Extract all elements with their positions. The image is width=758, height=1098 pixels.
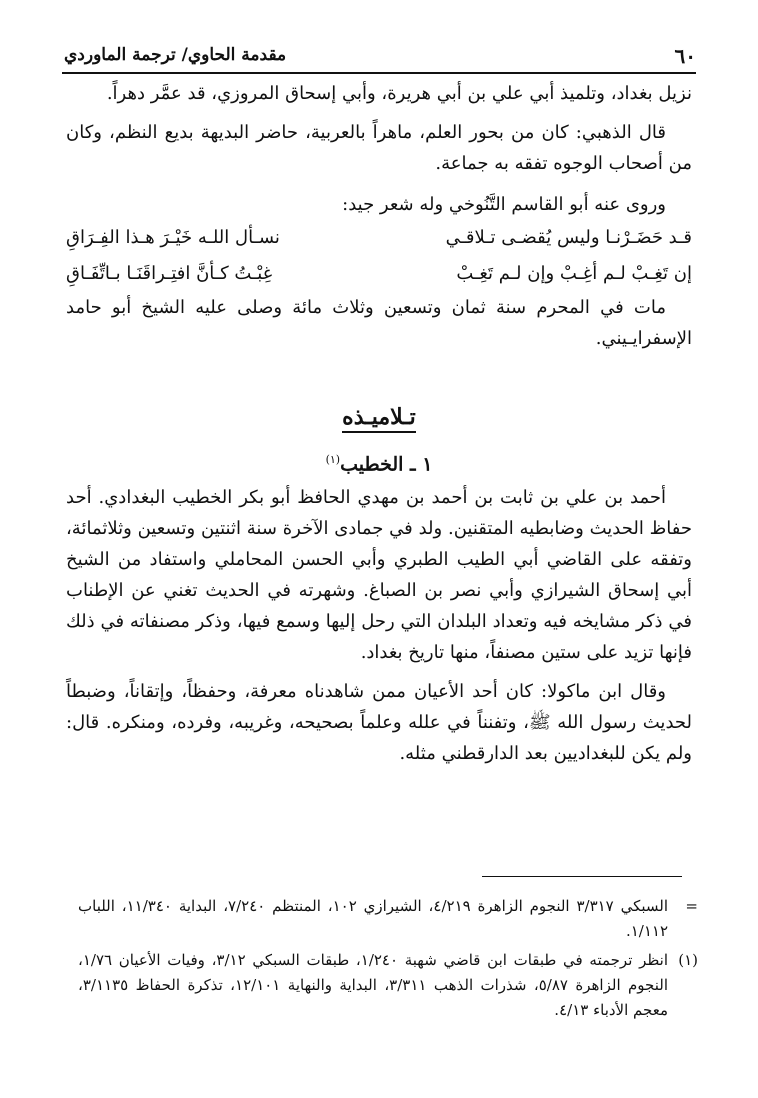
footnote-reference: (١) [325, 453, 341, 466]
poem-verse [66, 256, 692, 292]
paragraph: وقال ابن ماكولا: كان أحد الأعيان ممن شاهدناه معرفة، وحفظاً، وإتقاناً، وضبطاً لحديث رسول الله ﷺ، وتفنناً في علله وعلماً بصحيحه، وغريبه، وفرده، ومنكره. قال: ولم يكن للبغداديين بعد الدارقطني مثله. [66, 681, 692, 765]
page-number: ٦٠ [674, 44, 696, 68]
paragraph: أحمد بن علي بن ثابت بن أحمد بن مهدي الحافظ أبو بكر الخطيب البغدادي. أحد حفاظ الحديث وضابطيه المتقنين. ولد في جمادى الآخرة سنة اثنتين وتسعين وثلاثمائة، وتفقه على القاضي أبي الطيب الطبري وأبي الحسن المحاملي واستفاد من الشيخ أبي إسحاق الشيرازي وأبي نصر بن الصباغ. وشهرته في الحديث تغني عن الإطناب في ذكر مشايخه فيه وتعداد البلدان التي رحل إليها وسمع فيها، وذكر مصنفاته في ذلك فإنها تزيد على ستين مصنفاً، منها تاريخ بغداد. [66, 487, 692, 664]
paragraph: نزيل بغداد، وتلميذ أبي علي بن أبي هريرة، وأبي إسحاق المروزي، قد عمَّر دهراً. [106, 83, 692, 104]
verse-first-hemistich: قـد حَضَـرْنـا وليس يُقضـى تـلاقـي [445, 227, 692, 248]
verse-first-hemistich: إن تَغِـبْ لـم أغِـبْ وإن لـم تَغِـبْ [456, 263, 692, 284]
sub-heading-text: ١ ـ الخطيب [340, 453, 433, 476]
section-heading [66, 400, 692, 434]
header-rule [62, 72, 696, 74]
running-title: مقدمة الحاوي/ ترجمة الماوردي [64, 45, 287, 65]
footnote [78, 894, 698, 944]
poem-verse [66, 220, 692, 256]
footnote-separator [482, 876, 682, 877]
verse-second-hemistich: نسـأل اللـه خَيْـرَ هـذا الفِـرَاقِ [66, 227, 280, 248]
main-text [66, 78, 692, 769]
paragraph: مات في المحرم سنة ثمان وتسعين وثلاث مائة وصلى عليه الشيخ أبو حامد الإسفرايـيني. [66, 297, 692, 349]
page-header [64, 42, 696, 72]
footnote-mark: = [685, 897, 698, 915]
footnote-mark: (١) [678, 951, 698, 969]
footnote-text: انظر ترجمته في طبقات ابن قاضي شهبة ١/٢٤٠، طبقات السبكي ٣/١٢، وفيات الأعيان ١/٧٦، النجوم الزاهرة ٥/٨٧، شذرات الذهب ٣/٣١١، البداية والنهاية ١٢/١٠١، تذكرة الحفاظ ٣/١١٣٥، معجم الأدباء ٤/١٣. [78, 951, 669, 1019]
paragraph: وروى عنه أبو القاسم التَّنُوخي وله شعر جيد: [342, 194, 666, 215]
footnotes [78, 890, 698, 1023]
footnote [78, 948, 698, 1023]
paragraph: قال الذهبي: كان من بحور العلم، ماهراً بالعربية، حاضر البديهة بديع النظم، وكان من أصحاب الوجوه تفقه به جماعة. [66, 122, 692, 174]
section-heading-text: تـلاميـذه [342, 404, 416, 433]
footnote-text: السبكي ٣/٣١٧ النجوم الزاهرة ٤/٢١٩، الشيرازي ١٠٢، المنتظم ٧/٢٤٠، البداية ١١/٣٤٠، اللباب ١/١١٢. [78, 897, 669, 940]
verse-second-hemistich: غِبْـتُ كـأنَّ افتِـراقَنَـا بـاتِّفَـاقِ [66, 263, 273, 284]
sub-heading [66, 442, 692, 482]
